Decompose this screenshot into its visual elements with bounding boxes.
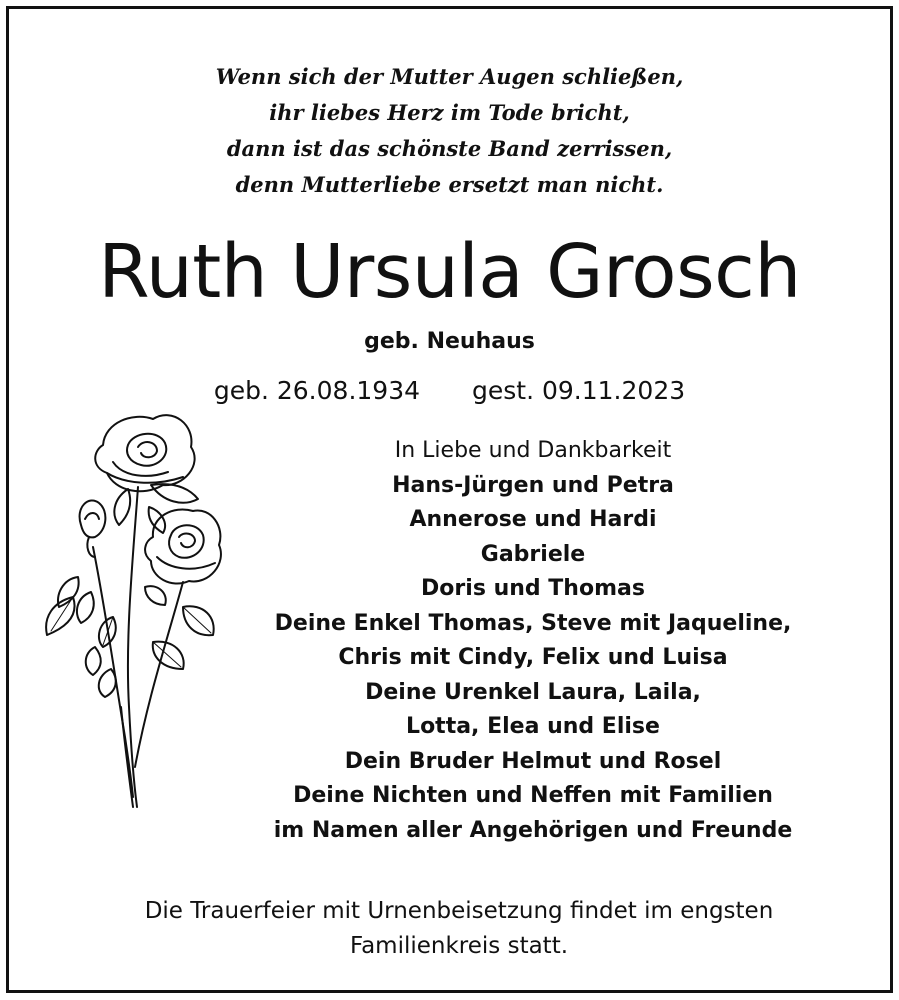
mourner-line: Doris und Thomas — [421, 576, 645, 601]
mourner-line: im Namen aller Angehörigen und Freunde — [273, 817, 793, 843]
mourner-line: Deine Urenkel Laura, Laila, — [365, 679, 701, 705]
life-dates — [9, 373, 890, 409]
mourner-line: Deine Enkel Thomas, Steve mit Jaqueline, — [274, 610, 792, 636]
funeral-notice-line: Die Trauerfeier mit Urnenbeisetzung findet im engsten — [144, 898, 774, 924]
mourner-line: Deine Nichten und Neffen mit Familien — [293, 783, 773, 808]
mourners-list — [227, 434, 839, 848]
poem-line: dann ist das schönste Band zerrissen, — [226, 136, 673, 161]
poem-line: denn Mutterliebe ersetzt man nicht. — [235, 172, 664, 197]
mourners-intro: In Liebe und Dankbarkeit — [394, 438, 672, 463]
mourner-line: Lotta, Elea und Elise — [406, 714, 660, 739]
birth-date: geb. 26.08.1934 — [213, 376, 421, 405]
funeral-notice-line: Familienkreis statt. — [349, 933, 569, 959]
deceased-name: Ruth Ursula Grosch — [98, 229, 801, 315]
obituary-notice — [6, 6, 893, 993]
mourner-line: Hans-Jürgen und Petra — [392, 472, 674, 498]
rose-illustration-icon — [33, 407, 223, 817]
mourner-line: Chris mit Cindy, Felix und Luisa — [338, 645, 728, 670]
death-date: gest. 09.11.2023 — [472, 376, 686, 405]
funeral-notice — [49, 894, 869, 964]
memorial-poem — [9, 59, 890, 203]
mourner-line: Gabriele — [480, 541, 586, 567]
poem-line: ihr liebes Herz im Tode bricht, — [269, 100, 630, 125]
poem-line: Wenn sich der Mutter Augen schließen, — [215, 64, 684, 89]
mourner-line: Dein Bruder Helmut und Rosel — [344, 748, 722, 774]
maiden-name: geb. Neuhaus — [364, 329, 535, 354]
mourner-line: Annerose und Hardi — [409, 507, 657, 532]
